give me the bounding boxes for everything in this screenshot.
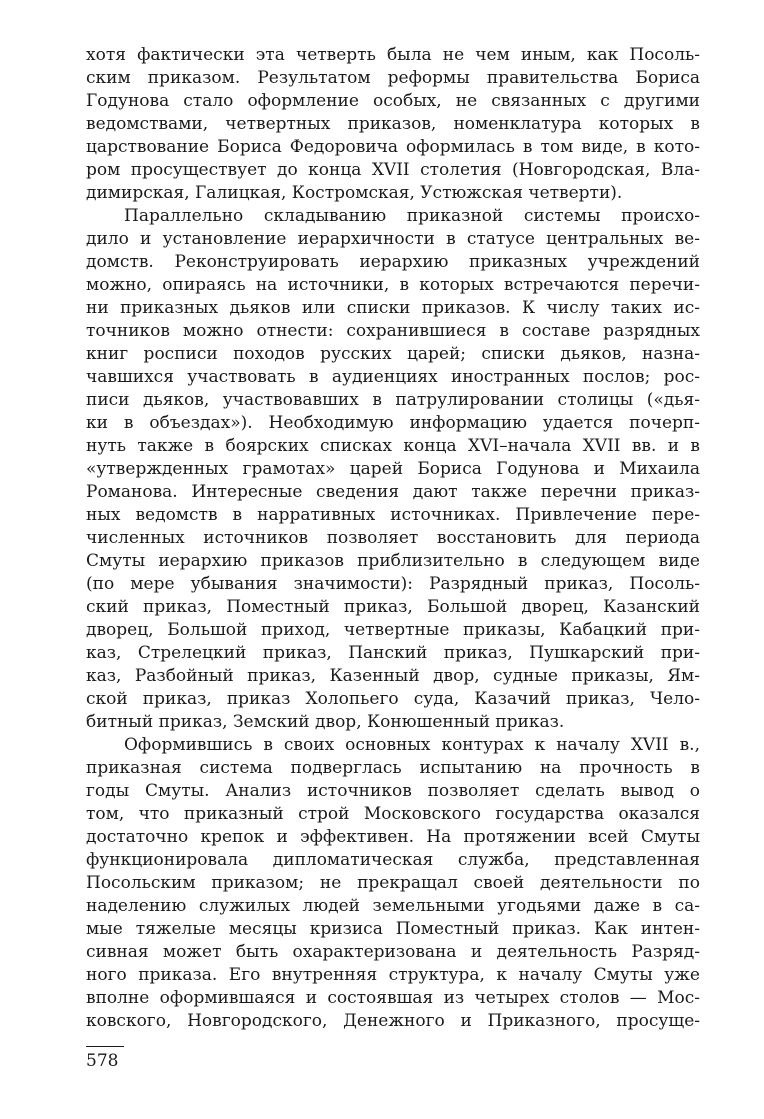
text-line: дворец, Большой приход, четвертные приказы, Кабацкий при-	[86, 620, 700, 640]
text-line: битный приказ, Земский двор, Конюшенный приказ.	[86, 712, 565, 732]
text-line: каз, Разбойный приказ, Казенный двор, судные приказы, Ям-	[86, 666, 700, 686]
text-line: ской приказ, приказ Холопьего суда, Казачий приказ, Чело-	[86, 689, 700, 709]
text-line: численных источников позволяет восстановить для периода	[86, 528, 700, 548]
page-number: 578	[86, 1051, 119, 1071]
text-line: книг росписи походов русских царей; списки дьяков, назна-	[86, 344, 700, 364]
text-line: хотя фактически эта четверть была не чем иным, как Посоль-	[86, 45, 700, 65]
text-line: Посольским приказом; не прекращал своей деятельности по	[86, 873, 700, 893]
text-line: ковского, Новгородского, Денежного и Приказного, просуще-	[86, 1011, 700, 1031]
text-line: ки в объездах»). Необходимую информацию удается почерп-	[86, 413, 700, 433]
text-line: можно, опираясь на источники, в которых встречаются перечи-	[86, 275, 700, 295]
text-line: каз, Стрелецкий приказ, Панский приказ, Пушкарский при-	[86, 643, 700, 663]
text-line: «утвержденных грамотах» царей Бориса Годунова и Михаила	[86, 459, 700, 479]
text-line: сивная может быть охарактеризована и деятельность Разряд-	[86, 942, 700, 962]
text-line: годы Смуты. Анализ источников позволяет сделать вывод о	[86, 781, 700, 801]
text-line: Смуты иерархию приказов приблизительно в следующем виде	[86, 551, 700, 571]
text-line: вполне оформившаяся и состоявшая из четырех столов — Мос-	[86, 988, 700, 1008]
text-line: Годунова стало оформление особых, не связанных с другими	[86, 91, 700, 111]
text-line: ного приказа. Его внутренняя структура, к началу Смуты уже	[86, 965, 700, 985]
text-line: ни приказных дьяков или списки приказов. К числу таких ис-	[86, 298, 700, 318]
text-line: димирская, Галицкая, Костромская, Устюжская четверти).	[86, 183, 623, 203]
page-number-rule	[86, 1046, 124, 1047]
text-line: писи дьяков, участвовавших в патрулировании столицы («дья-	[86, 390, 700, 410]
text-line: Романова. Интересные сведения дают также перечни приказ-	[86, 482, 700, 502]
text-line: ский приказ, Поместный приказ, Большой дворец, Казанский	[86, 597, 700, 617]
text-line: точников можно отнести: сохранившиеся в составе разрядных	[86, 321, 700, 341]
text-line: мые тяжелые месяцы кризиса Поместный приказ. Как интен-	[86, 919, 700, 939]
paragraph-start-line: Оформившись в своих основных контурах к началу XVII в.,	[124, 735, 700, 755]
text-line: дило и установление иерархичности в статусе центральных ве-	[86, 229, 700, 249]
text-line: (по мере убывания значимости): Разрядный приказ, Посоль-	[86, 574, 700, 594]
text-line: том, что приказный строй Московского государства оказался	[86, 804, 700, 824]
text-line: приказная система подверглась испытанию на прочность в	[86, 758, 700, 778]
text-line: достаточно крепок и эффективен. На протяжении всей Смуты	[86, 827, 700, 847]
text-line: царствование Бориса Федоровича оформилась в том виде, в кото-	[86, 137, 700, 157]
body-text	[86, 44, 700, 1033]
text-line: ром просуществует до конца XVII столетия (Новгородская, Вла-	[86, 160, 700, 180]
text-line: чавшихся участвовать в аудиенциях иностранных послов; рос-	[86, 367, 700, 387]
text-line: нуть также в боярских списках конца XVI–начала XVII вв. и в	[86, 436, 700, 456]
text-line: ных ведомств в нарративных источниках. Привлечение пере-	[86, 505, 700, 525]
paragraph-start-line: Параллельно складыванию приказной системы происхо-	[124, 206, 700, 226]
text-line: ским приказом. Результатом реформы правительства Бориса	[86, 68, 700, 88]
text-line: ведомствами, четвертных приказов, номенклатура которых в	[86, 114, 700, 134]
text-line: наделению служилых людей земельными угодьями даже в са-	[86, 896, 700, 916]
text-line: функционировала дипломатическая служба, представленная	[86, 850, 700, 870]
text-line: домств. Реконструировать иерархию приказных учреждений	[86, 252, 700, 272]
